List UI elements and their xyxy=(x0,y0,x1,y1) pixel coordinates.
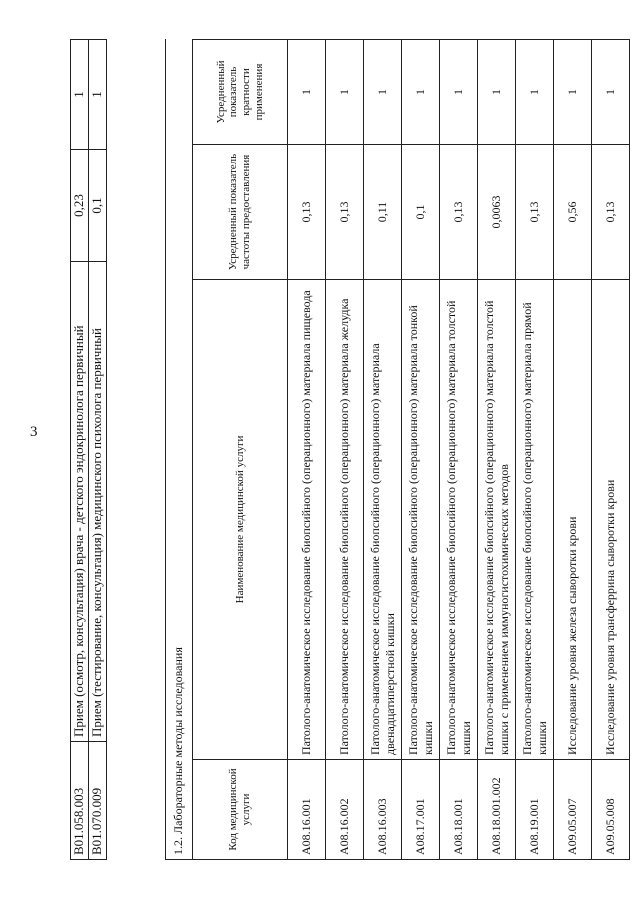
table-row xyxy=(402,39,440,859)
section-title: 1.2. Лабораторные методы исследования xyxy=(166,39,193,859)
cell-name: Патолого-анатомическое исследование биопсийного (операционного) материала двенадцатиперстной кишки xyxy=(364,280,402,760)
cell-frequency: 0,56 xyxy=(554,145,592,280)
cell-code: A08.16.003 xyxy=(364,760,402,860)
cell-frequency: 0,11 xyxy=(364,145,402,280)
cell-multiplicity: 1 xyxy=(326,39,364,144)
cell-multiplicity: 1 xyxy=(478,39,516,144)
cell-code: A08.19.001 xyxy=(516,760,554,860)
cell-name: Прием (тестирование, консультация) медицинского психолога первичный xyxy=(88,262,106,742)
table-row xyxy=(592,39,630,859)
cell-frequency: 0,0063 xyxy=(478,145,516,280)
cell-name: Патолого-анатомическое исследование биопсийного (операционного) материала желудка xyxy=(326,280,364,760)
cell-frequency: 0,1 xyxy=(402,145,440,280)
cell-name: Патолого-анатомическое исследование биопсийного (операционного) материала толстой кишки с применением иммуногистохимических методов xyxy=(478,280,516,760)
cell-code: B01.070.009 xyxy=(88,742,106,860)
cell-frequency: 0,13 xyxy=(326,145,364,280)
cell-name: Патолого-анатомическое исследование биопсийного (операционного) материала тонкой кишки xyxy=(402,280,440,760)
cell-frequency: 0,13 xyxy=(516,145,554,280)
cell-frequency: 0,23 xyxy=(71,150,89,262)
table-row xyxy=(516,39,554,859)
header-row xyxy=(193,39,288,859)
cell-multiplicity: 1 xyxy=(402,39,440,144)
cell-frequency: 0,13 xyxy=(288,145,326,280)
table-consultations xyxy=(70,40,107,860)
cell-frequency: 0,13 xyxy=(592,145,630,280)
cell-multiplicity: 1 xyxy=(71,40,89,150)
cell-name: Исследование уровня трансферрина сыворотки крови xyxy=(592,280,630,760)
cell-code: B01.058.003 xyxy=(71,742,89,860)
table-row xyxy=(364,39,402,859)
header-name: Наименование медицинской услуги xyxy=(193,280,288,760)
cell-code: A08.18.001 xyxy=(440,760,478,860)
cell-frequency: 0,13 xyxy=(440,145,478,280)
cell-code: A08.18.001.002 xyxy=(478,760,516,860)
cell-name: Исследование уровня железа сыворотки крови xyxy=(554,280,592,760)
table-row xyxy=(440,39,478,859)
cell-name: Патолого-анатомическое исследование биопсийного (операционного) материала прямой кишки xyxy=(516,280,554,760)
cell-code: A08.16.001 xyxy=(288,760,326,860)
table-row xyxy=(88,40,106,860)
table-row xyxy=(554,39,592,859)
table-row xyxy=(478,39,516,859)
cell-multiplicity: 1 xyxy=(592,39,630,144)
table-row xyxy=(71,40,89,860)
cell-code: A08.16.002 xyxy=(326,760,364,860)
cell-multiplicity: 1 xyxy=(516,39,554,144)
cell-multiplicity: 1 xyxy=(554,39,592,144)
cell-code: A09.05.007 xyxy=(554,760,592,860)
cell-multiplicity: 1 xyxy=(288,39,326,144)
header-multiplicity: Усредненный показатель кратности применения xyxy=(193,39,288,144)
cell-code: A08.17.001 xyxy=(402,760,440,860)
table-row xyxy=(326,39,364,859)
cell-frequency: 0,1 xyxy=(88,150,106,262)
cell-multiplicity: 1 xyxy=(364,39,402,144)
cell-name: Патолого-анатомическое исследование биопсийного (операционного) материала толстой кишки xyxy=(440,280,478,760)
cell-multiplicity: 1 xyxy=(440,39,478,144)
table-lab-methods xyxy=(165,40,630,860)
cell-multiplicity: 1 xyxy=(88,40,106,150)
section-row xyxy=(166,39,193,859)
cell-code: A09.05.008 xyxy=(592,760,630,860)
header-code: Код медицинской услуги xyxy=(193,760,288,860)
cell-name: Прием (осмотр, консультация) врача - детского эндокринолога первичный xyxy=(71,262,89,742)
page-number: 3 xyxy=(30,424,38,440)
table-row xyxy=(288,39,326,859)
cell-name: Патолого-анатомическое исследование биопсийного (операционного) материала пищевода xyxy=(288,280,326,760)
header-frequency: Усредненный показатель частоты предоставления xyxy=(193,145,288,280)
